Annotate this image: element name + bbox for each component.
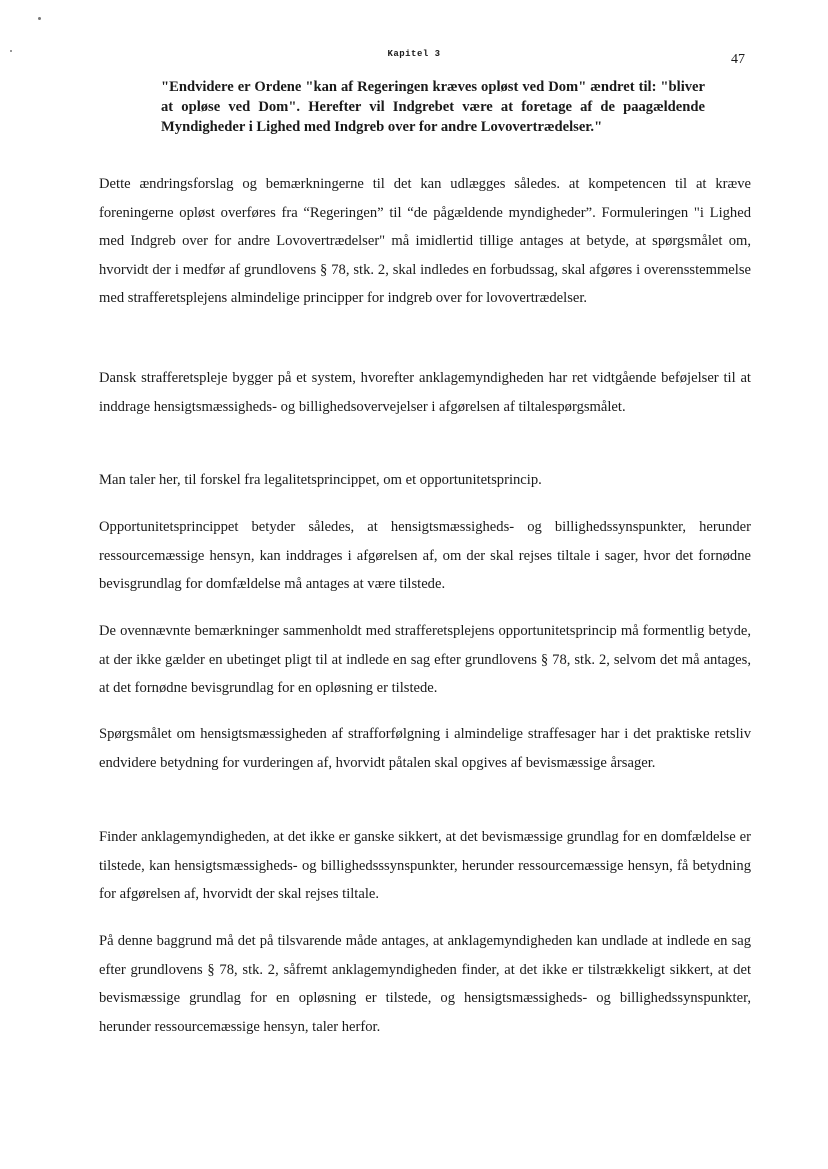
paragraph-2: Dansk strafferetspleje bygger på et system, hvorefter anklagemyndigheden har ret vidtgående beføjelser til at inddrage hensigtsmæssigheds- og billighedsovervejelser i afgørelsen af tiltalespørgsmålet. (99, 370, 751, 415)
quoted-amendment: "Endvidere er Ordene "kan af Regeringen kræves opløst ved Dom" ændret til: "bliver at opløse ved Dom". Herefter vil Indgrebet være at foretage af de paagældende Myndigheder i Lighed med Indgreb over for andre Lovovertrædelser." (161, 79, 705, 135)
paragraph-5: De ovennævnte bemærkninger sammenholdt med strafferetsplejens opportunitetsprincip må formentlig betyde, at der ikke gælder en ubetinget pligt til at indlede en sag efter grundlovens § 78, stk. 2, selvom det må antages, at det fornødne bevisgrundlag for en opløsning er tilstede. (99, 623, 751, 696)
scan-speck (38, 17, 41, 20)
chapter-header: Kapitel 3 (387, 49, 441, 59)
paragraph-3: Man taler her, til forskel fra legalitetsprincippet, om et opportunitetsprincip. (99, 472, 542, 488)
paragraph-6: Spørgsmålet om hensigtsmæssigheden af strafforfølgning i almindelige straffesager har i det praktiske retsliv endvidere betydning for vurderingen af, hvorvidt påtalen skal opgives af bevismæssige årsager. (99, 726, 751, 771)
paragraph-4: Opportunitetsprincippet betyder således, at hensigtsmæssigheds- og billighedssynspunkter, herunder ressourcemæssige hensyn, kan inddrages i afgørelsen af, om der skal rejses tiltale i sager, hvor det fornødne bevisgrundlag for domfældelse må antages at være tilstede. (99, 519, 751, 592)
page-number: 47 (731, 52, 745, 67)
paragraph-1: Dette ændringsforslag og bemærkningerne til det kan udlægges således. at kompetencen til at kræve foreningerne opløst overføres fra “Regeringen” til “de pågældende myndigheder”. Formuleringen "i Lighed med Indgreb over for andre Lovovertrædelser" må imidlertid tillige antages at betyde, at spørgsmålet om, hvorvidt der i medfør af grundlovens § 78, stk. 2, skal indledes en forbudssag, skal afgøres i overensstemmelse med strafferetsplejens almindelige principper for indgreb over for lovovertrædelser. (99, 176, 751, 306)
paragraph-7: Finder anklagemyndigheden, at det ikke er ganske sikkert, at det bevismæssige grundlag for en domfældelse er tilstede, kan hensigtsmæssigheds- og billighedsssynspunkter, herunder ressourcemæssige hensyn, få betydning for afgørelsen af, hvorvidt der skal rejses tiltale. (99, 829, 751, 902)
paragraph-8: På denne baggrund må det på tilsvarende måde antages, at anklagemyndigheden kan undlade at indlede en sag efter grundlovens § 78, stk. 2, såfremt anklagemyndigheden finder, at det ikke er tilstrækkeligt sikkert, at det bevismæssige grundlag for en opløsning er tilstede, og hensigtsmæssigheds- og billighedssynspunkter, herunder ressourcemæssige hensyn, taler herfor. (99, 933, 751, 1035)
